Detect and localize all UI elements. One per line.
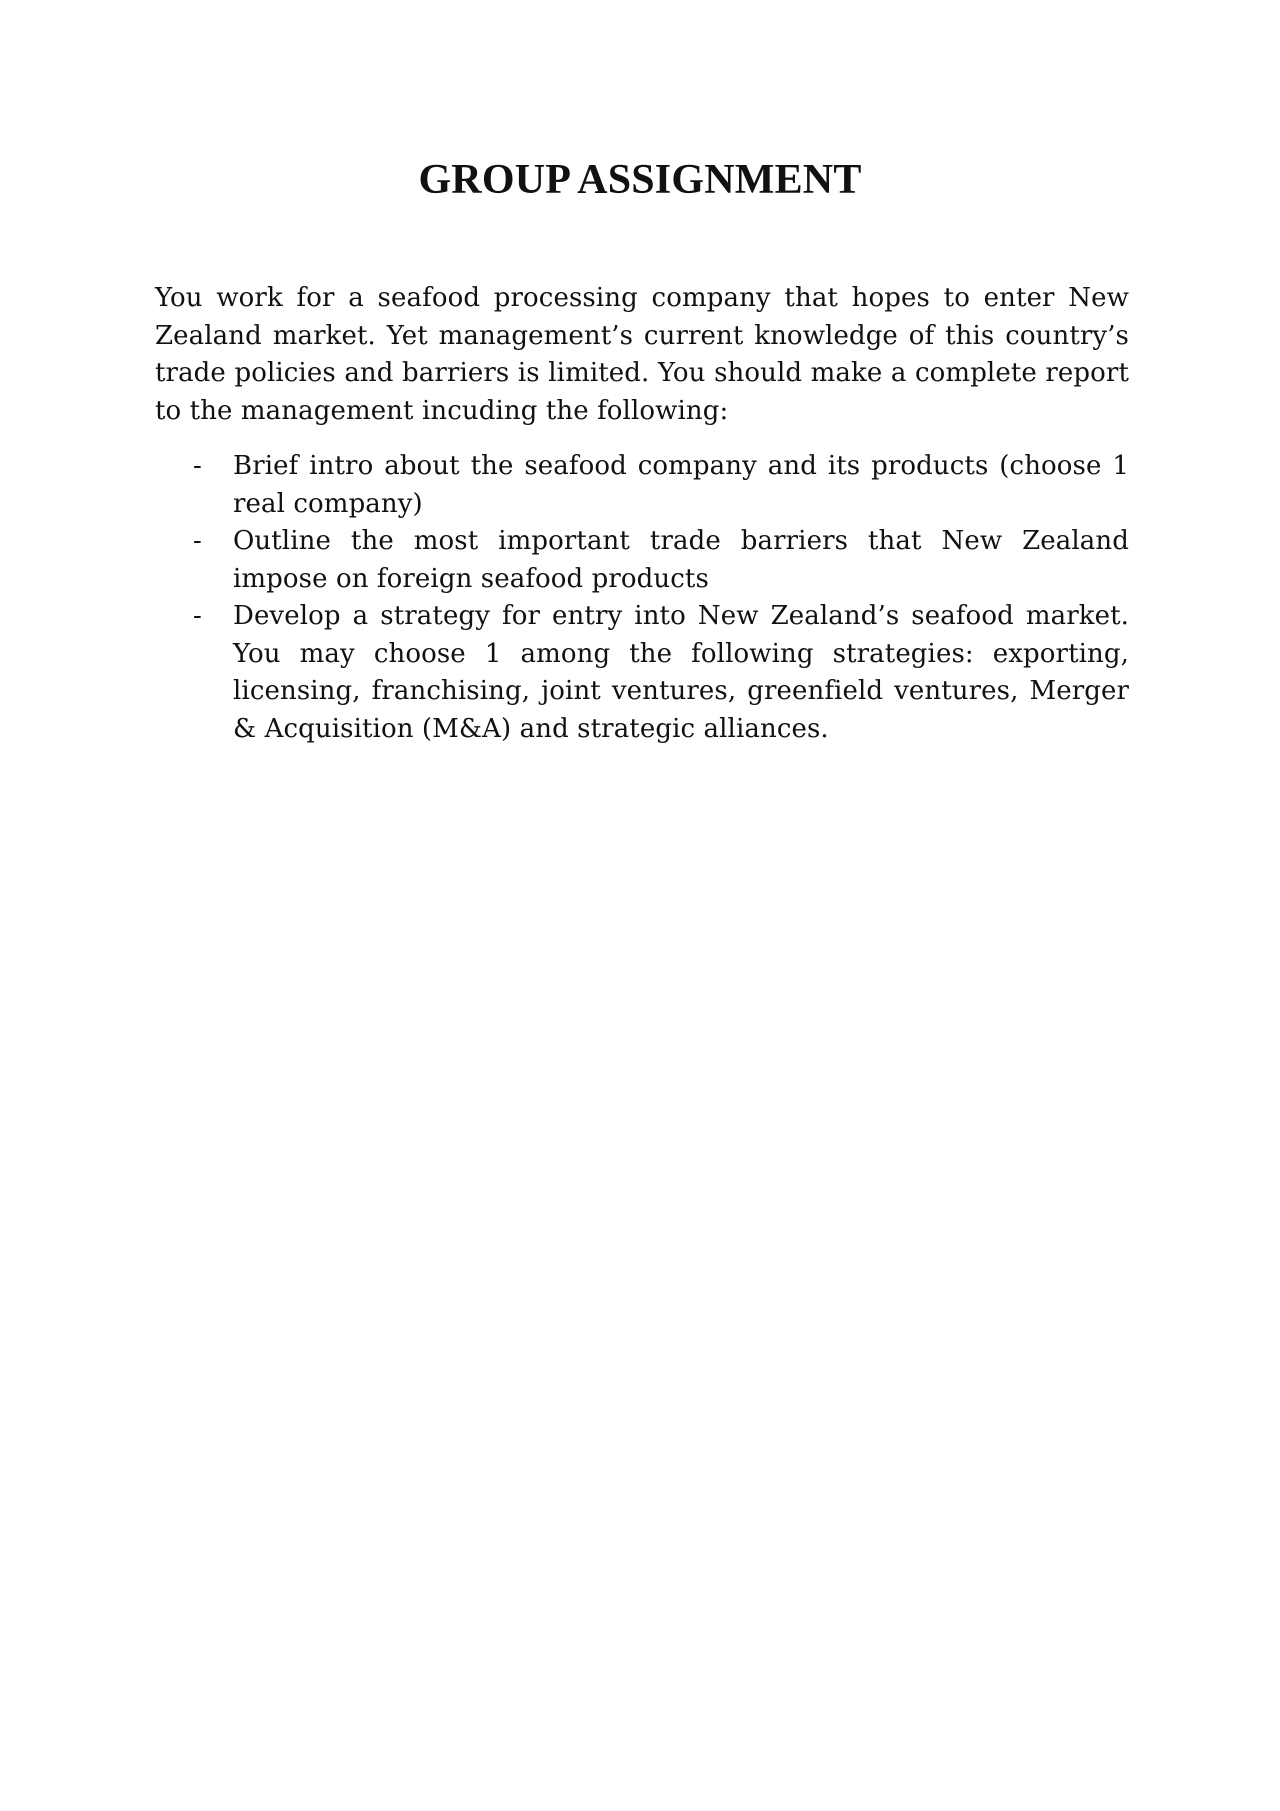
requirement-text: Outline the most important trade barriers that New Zealand impose on foreign seafood products (233, 526, 1129, 594)
requirements-list (155, 448, 1129, 748)
bullet-dash: - (193, 526, 202, 556)
requirement-item (155, 598, 1129, 748)
bullet-dash: - (193, 601, 202, 631)
requirement-item (155, 523, 1129, 598)
bullet-dash: - (193, 451, 202, 481)
requirement-text: Develop a strategy for entry into New Zealand’s seafood market. You may choose 1 among the following strategies: exporting, licensing, franchising, joint ventures, greenfield ventures, Merger & Acquisition (M&A) and strategic alliances. (233, 601, 1129, 744)
document-title: GROUP ASSIGNMENT (418, 157, 862, 203)
requirement-item (155, 448, 1129, 523)
intro-paragraph: You work for a seafood processing company that hopes to enter New Zealand market. Yet management’s current knowledge of this country’s trade policies and barriers is limited. You should make a complete report to the management incuding the following: (155, 283, 1129, 426)
requirement-text: Brief intro about the seafood company and its products (choose 1 real company) (233, 451, 1129, 519)
